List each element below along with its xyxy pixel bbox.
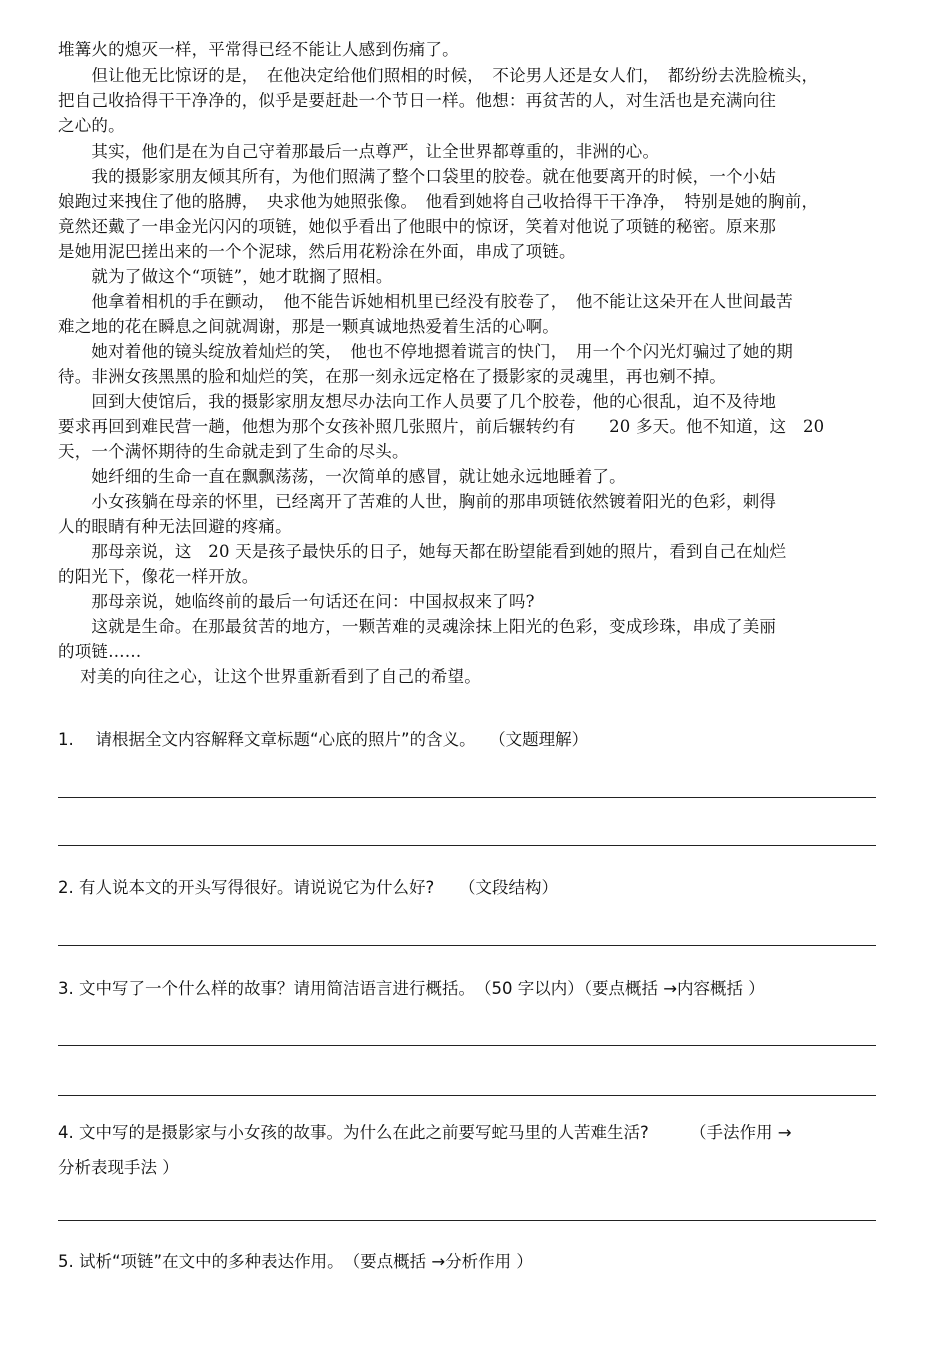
question-1: 1. 请根据全文内容解释文章标题“心底的照片”的含义。 （文题理解） (58, 730, 589, 749)
question-4: 4. 文中写的是摄影家与小女孩的故事。为什么在此之前要写蛇马里的人苦难生活? （手法作用 → (58, 1123, 792, 1142)
passage-line: 她纤细的生命一直在飘飘荡荡，一次简单的感冒，就让她永远地睡着了。 (58, 467, 626, 486)
passage-line: 要求再回到难民营一趟，他想为那个女孩补照几张照片，前后辗转约有 20 多天。他不知道，这 20 (58, 417, 825, 436)
passage-line: 是她用泥巴搓出来的一个个泥球，然后用花粉涂在外面，串成了项链。 (58, 242, 576, 261)
passage-line: 他拿着相机的手在颤动， 他不能告诉她相机里已经没有胶卷了， 他不能让这朵开在人世间最苦 (58, 292, 793, 311)
passage-line: 娘跑过来拽住了他的胳膊， 央求他为她照张像。 他看到她将自己收拾得干干净净， 特别是她的胸前， (58, 192, 819, 211)
passage-line: 天，一个满怀期待的生命就走到了生命的尽头。 (58, 442, 409, 461)
passage-line: 竟然还戴了一串金光闪闪的项链，她似乎看出了他眼中的惊讶，笑着对他说了项链的秘密。原来那 (58, 217, 777, 236)
passage-line: 的阳光下，像花一样开放。 (58, 567, 259, 586)
passage-line: 那母亲说，她临终前的最后一句话还在问：中国叔叔来了吗? (58, 592, 535, 611)
question-3: 3. 文中写了一个什么样的故事？请用简洁语言进行概括。 （50 字以内）（要点概括 →内容概括 ） (58, 979, 765, 998)
question-2: 2. 有人说本文的开头写得很好。请说说它为什么好? （文段结构） (58, 878, 558, 897)
passage-line: 小女孩躺在母亲的怀里，已经离开了苦难的人世，胸前的那串项链依然镀着阳光的色彩，刺得 (58, 492, 777, 511)
passage-line: 之心的。 (58, 116, 125, 135)
passage-line: 把自己收拾得干干净净的，似乎是要赶赴一个节日一样。他想：再贫苦的人，对生活也是充满向往 (58, 91, 777, 110)
question-5: 5. 试析“项链”在文中的多种表达作用。 （要点概括 →分析作用 ） (58, 1252, 533, 1271)
passage-line: 的项链…… (58, 642, 142, 661)
passage-line: 待。非洲女孩黑黑的脸和灿烂的笑，在那一刻永远定格在了摄影家的灵魂里，再也剜不掉。 (58, 367, 726, 386)
passage-line: 就为了做这个“项链”，她才耽搁了照相。 (58, 267, 393, 286)
answer-line[interactable] (58, 945, 876, 946)
passage-line: 她对着他的镜头绽放着灿烂的笑， 他也不停地摁着谎言的快门， 用一个个闪光灯骗过了她的期 (58, 342, 793, 361)
passage-line: 其实，他们是在为自己守着那最后一点尊严，让全世界都尊重的，非洲的心。 (58, 142, 660, 161)
answer-line[interactable] (58, 797, 876, 798)
passage-line: 回到大使馆后，我的摄影家朋友想尽办法向工作人员要了几个胶卷，他的心很乱，迫不及待地 (58, 392, 777, 411)
question-4-continued: 分析表现手法 ） (58, 1158, 179, 1177)
answer-line[interactable] (58, 1095, 876, 1096)
passage-line: 那母亲说，这 20 天是孩子最快乐的日子，她每天都在盼望能看到她的照片，看到自己在灿烂 (58, 542, 787, 561)
passage-line: 这就是生命。在那最贫苦的地方，一颗苦难的灵魂涂抹上阳光的色彩，变成珍珠，串成了美丽 (58, 617, 777, 636)
answer-line[interactable] (58, 845, 876, 846)
passage-line: 对美的向往之心，让这个世界重新看到了自己的希望。 (58, 667, 481, 686)
passage-line: 难之地的花在瞬息之间就凋谢，那是一颗真诚地热爱着生活的心啊。 (58, 317, 559, 336)
passage-line: 人的眼睛有种无法回避的疼痛。 (58, 517, 292, 536)
answer-line[interactable] (58, 1220, 876, 1221)
passage-line: 堆篝火的熄灭一样，平常得已经不能让人感到伤痛了。 (58, 40, 459, 59)
answer-line[interactable] (58, 1045, 876, 1046)
passage-line: 我的摄影家朋友倾其所有，为他们照满了整个口袋里的胶卷。就在他要离开的时候，一个小姑 (58, 167, 777, 186)
passage-line: 但让他无比惊讶的是， 在他决定给他们照相的时候， 不论男人还是女人们， 都纷纷去洗脸梳头， (58, 66, 819, 85)
